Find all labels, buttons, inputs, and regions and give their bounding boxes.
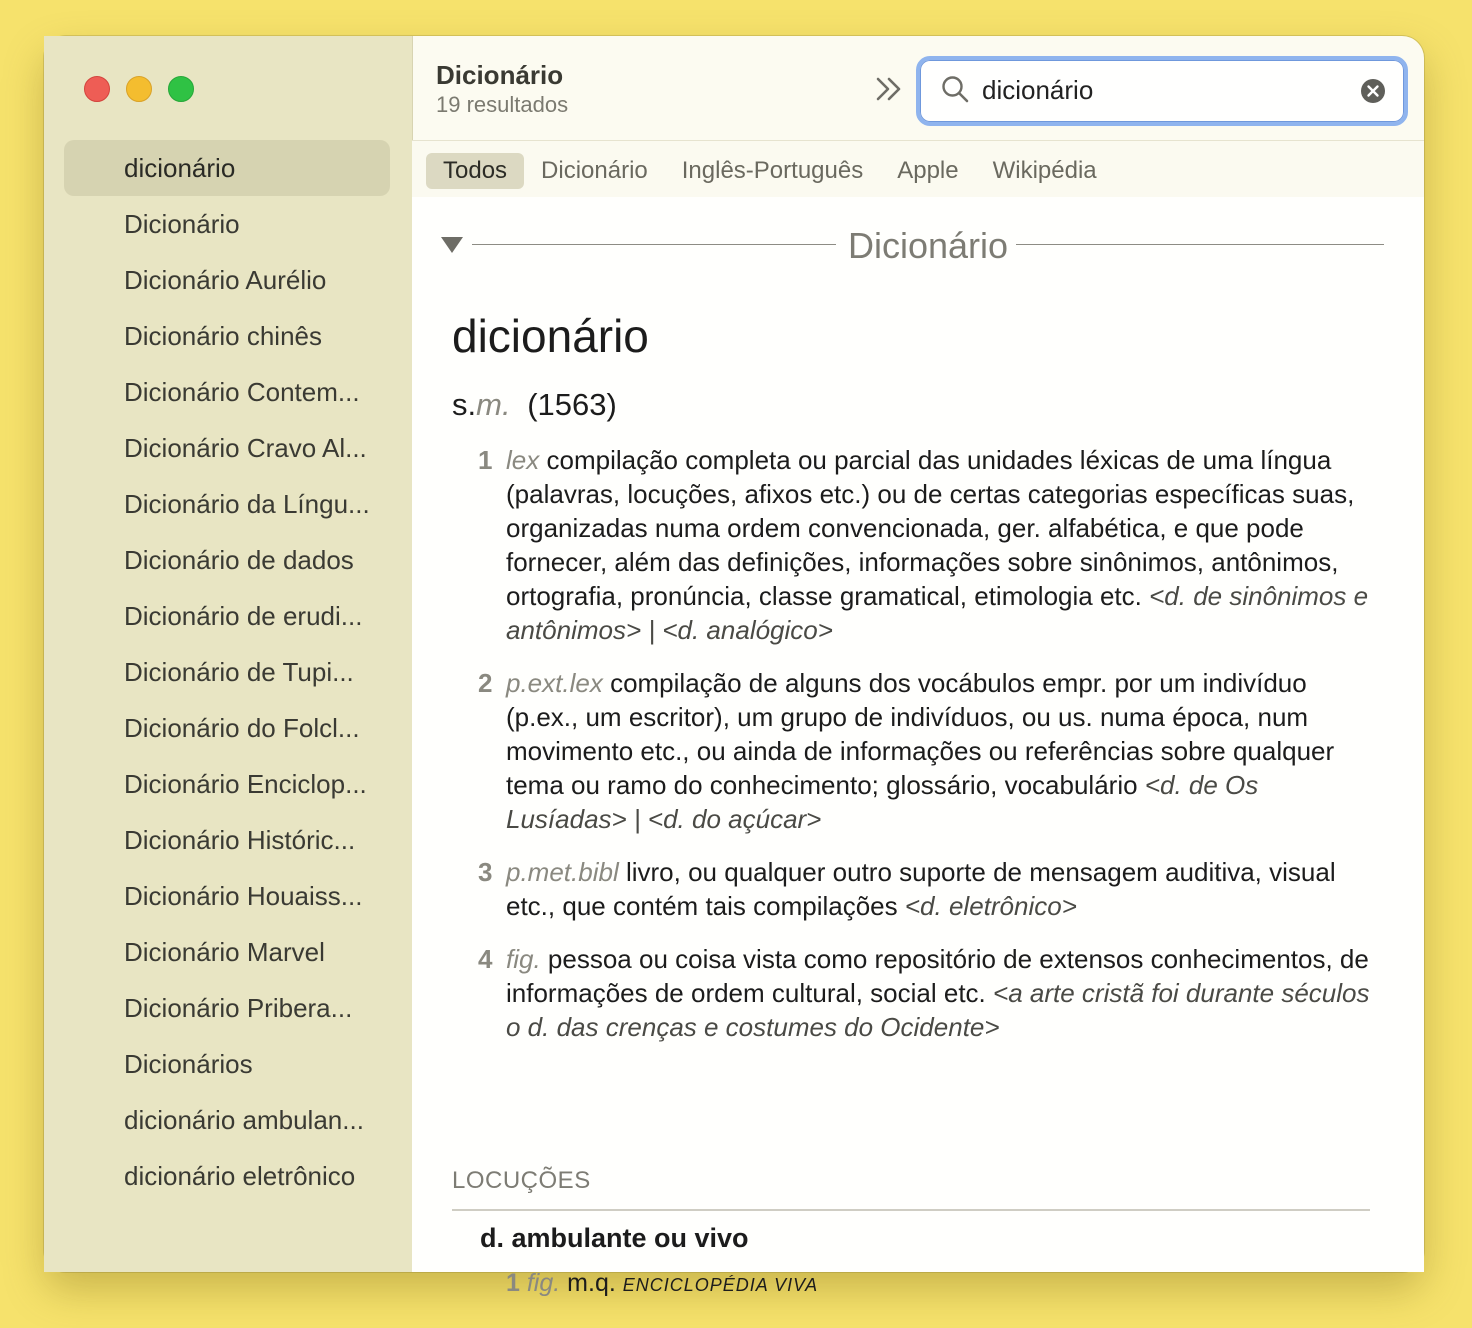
tab-1[interactable]: Todos	[426, 153, 524, 189]
locution-def-label: fig.	[526, 1269, 561, 1297]
sidebar-result-item[interactable]: dicionário eletrônico	[124, 1161, 356, 1191]
definition-label: p.ext.lex	[506, 668, 603, 698]
close-window-button[interactable]	[84, 76, 110, 102]
tab-3[interactable]: Inglês-Português	[681, 157, 864, 184]
definition-text: livro, ou qualquer outro suporte de mensagem auditiva, visual etc., que contém tais compilações	[506, 857, 1336, 921]
definition-item	[478, 855, 1374, 923]
sidebar-result-item[interactable]: Dicionário Cravo Al...	[124, 433, 367, 463]
section-rule-left	[472, 244, 836, 245]
sidebar-result-item[interactable]: Dicionário do Folcl...	[124, 713, 360, 743]
window-title: Dicionário	[436, 60, 564, 90]
definition-label: fig.	[506, 944, 541, 974]
locution-head: d. ambulante ou vivo	[480, 1223, 749, 1253]
definition-number: 3	[478, 857, 493, 887]
headword: dicionário	[452, 310, 649, 362]
tab-5[interactable]: Wikipédia	[992, 157, 1097, 184]
search-field[interactable]	[916, 56, 1408, 126]
definition-item	[478, 666, 1374, 836]
locution-def-number: 1	[506, 1269, 520, 1297]
section-rule-right	[1016, 244, 1384, 245]
search-icon	[940, 74, 970, 104]
section-title: Dicionário	[848, 225, 1009, 266]
sidebar-result-item[interactable]: Dicionário da Língu...	[124, 489, 370, 519]
sidebar-result-item[interactable]: Dicionário Enciclop...	[124, 769, 367, 799]
definition-text: compilação completa ou parcial das unidades léxicas de uma língua (palavras, locuções, afixos etc.) ou de certas categorias específicas suas, organizadas numa ordem convencionada, ger. alfabética, e que pode fornecer, além das definições, informações sobre sinônimos, antônimos, ortografia, pronúncia, classe gramatical, etimologia etc.	[506, 445, 1355, 611]
source-tabs	[426, 153, 1114, 189]
results-count: 19 resultados	[436, 92, 569, 117]
pos-gender: m.	[476, 387, 511, 422]
locution-def-text: m.q.	[567, 1269, 616, 1297]
minimize-window-button[interactable]	[126, 76, 152, 102]
sidebar-result-item[interactable]: Dicionário Históric...	[124, 825, 356, 855]
tab-4[interactable]: Apple	[897, 157, 959, 184]
sidebar-result-item[interactable]: Dicionário	[124, 209, 240, 239]
definition-text: pessoa ou coisa vista como repositório de extensos conhecimentos, de informações de ordem cultural, social etc.	[506, 944, 1369, 1008]
sidebar-result-item[interactable]: Dicionário Pribera...	[124, 993, 353, 1023]
definition-number: 2	[478, 668, 493, 698]
sidebar-result-item[interactable]: Dicionário Contem...	[124, 377, 360, 407]
definition-label: p.met.bibl	[506, 857, 619, 887]
definition-item	[478, 942, 1374, 1044]
results-list	[64, 140, 390, 1204]
definitions-list	[478, 443, 1374, 1063]
locutions-rule	[452, 1209, 1370, 1211]
sidebar-result-item[interactable]: Dicionário Marvel	[124, 937, 325, 967]
part-of-speech	[452, 387, 617, 423]
sidebar-result-item[interactable]: Dicionários	[124, 1049, 253, 1079]
sidebar-result-item[interactable]: dicionário	[64, 140, 390, 196]
definition-text: compilação de alguns dos vocábulos empr. por um indivíduo (p.ex., um escritor), um grupo de indivíduos, ou us. numa época, num movimento etc., ou ainda de informações ou referências sobre qualquer tema ou ramo do conhecimento; glossário, vocabulário	[506, 668, 1335, 800]
sidebar-result-item[interactable]: Dicionário chinês	[124, 321, 322, 351]
search-input[interactable]	[982, 70, 1342, 110]
disclosure-triangle-icon[interactable]	[440, 235, 464, 255]
locution-definition	[506, 1269, 818, 1298]
main-pane	[412, 36, 1424, 1297]
section-header	[440, 225, 1384, 266]
sidebar	[44, 36, 413, 1272]
sidebar-result-item[interactable]: Dicionário Aurélio	[124, 265, 327, 295]
sidebar-result-item[interactable]: Dicionário Houaiss...	[124, 881, 363, 911]
chevron-double-right-icon[interactable]	[872, 72, 906, 106]
definition-item	[478, 443, 1374, 647]
zoom-window-button[interactable]	[168, 76, 194, 102]
definition-example: <a arte cristã foi durante séculos o d. das crenças e costumes do Ocidente>	[506, 978, 1370, 1042]
tab-2[interactable]: Dicionário	[541, 157, 648, 184]
sidebar-result-item[interactable]: Dicionário de erudi...	[124, 601, 363, 631]
toolbar	[412, 36, 1424, 140]
sidebar-result-item[interactable]: dicionário ambulan...	[124, 1105, 364, 1135]
entry-year: (1563)	[527, 387, 617, 422]
definition-number: 4	[478, 944, 493, 974]
definition-label: lex	[506, 445, 540, 475]
pos-main: s.	[452, 387, 477, 422]
definition-example: <d. de sinônimos e antônimos> | <d. analógico>	[506, 581, 1369, 645]
source-tabs-bar	[412, 140, 1424, 198]
definition-example: <d. de Os Lusíadas> | <d. do açúcar>	[506, 770, 1259, 834]
sidebar-result-item[interactable]: Dicionário de Tupi...	[124, 657, 354, 687]
locutions-title: LOCUÇÕES	[452, 1167, 591, 1194]
clear-search-icon[interactable]	[1360, 78, 1386, 104]
dictionary-window	[44, 36, 1424, 1297]
window-controls	[84, 76, 194, 102]
definition-view	[412, 197, 1424, 1297]
definition-number: 1	[478, 445, 493, 475]
sidebar-result-item[interactable]: Dicionário de dados	[124, 545, 354, 575]
locution-def-ref[interactable]: ENCICLOPÉDIA VIVA	[622, 1275, 819, 1295]
definition-example: <d. eletrônico>	[904, 891, 1077, 921]
